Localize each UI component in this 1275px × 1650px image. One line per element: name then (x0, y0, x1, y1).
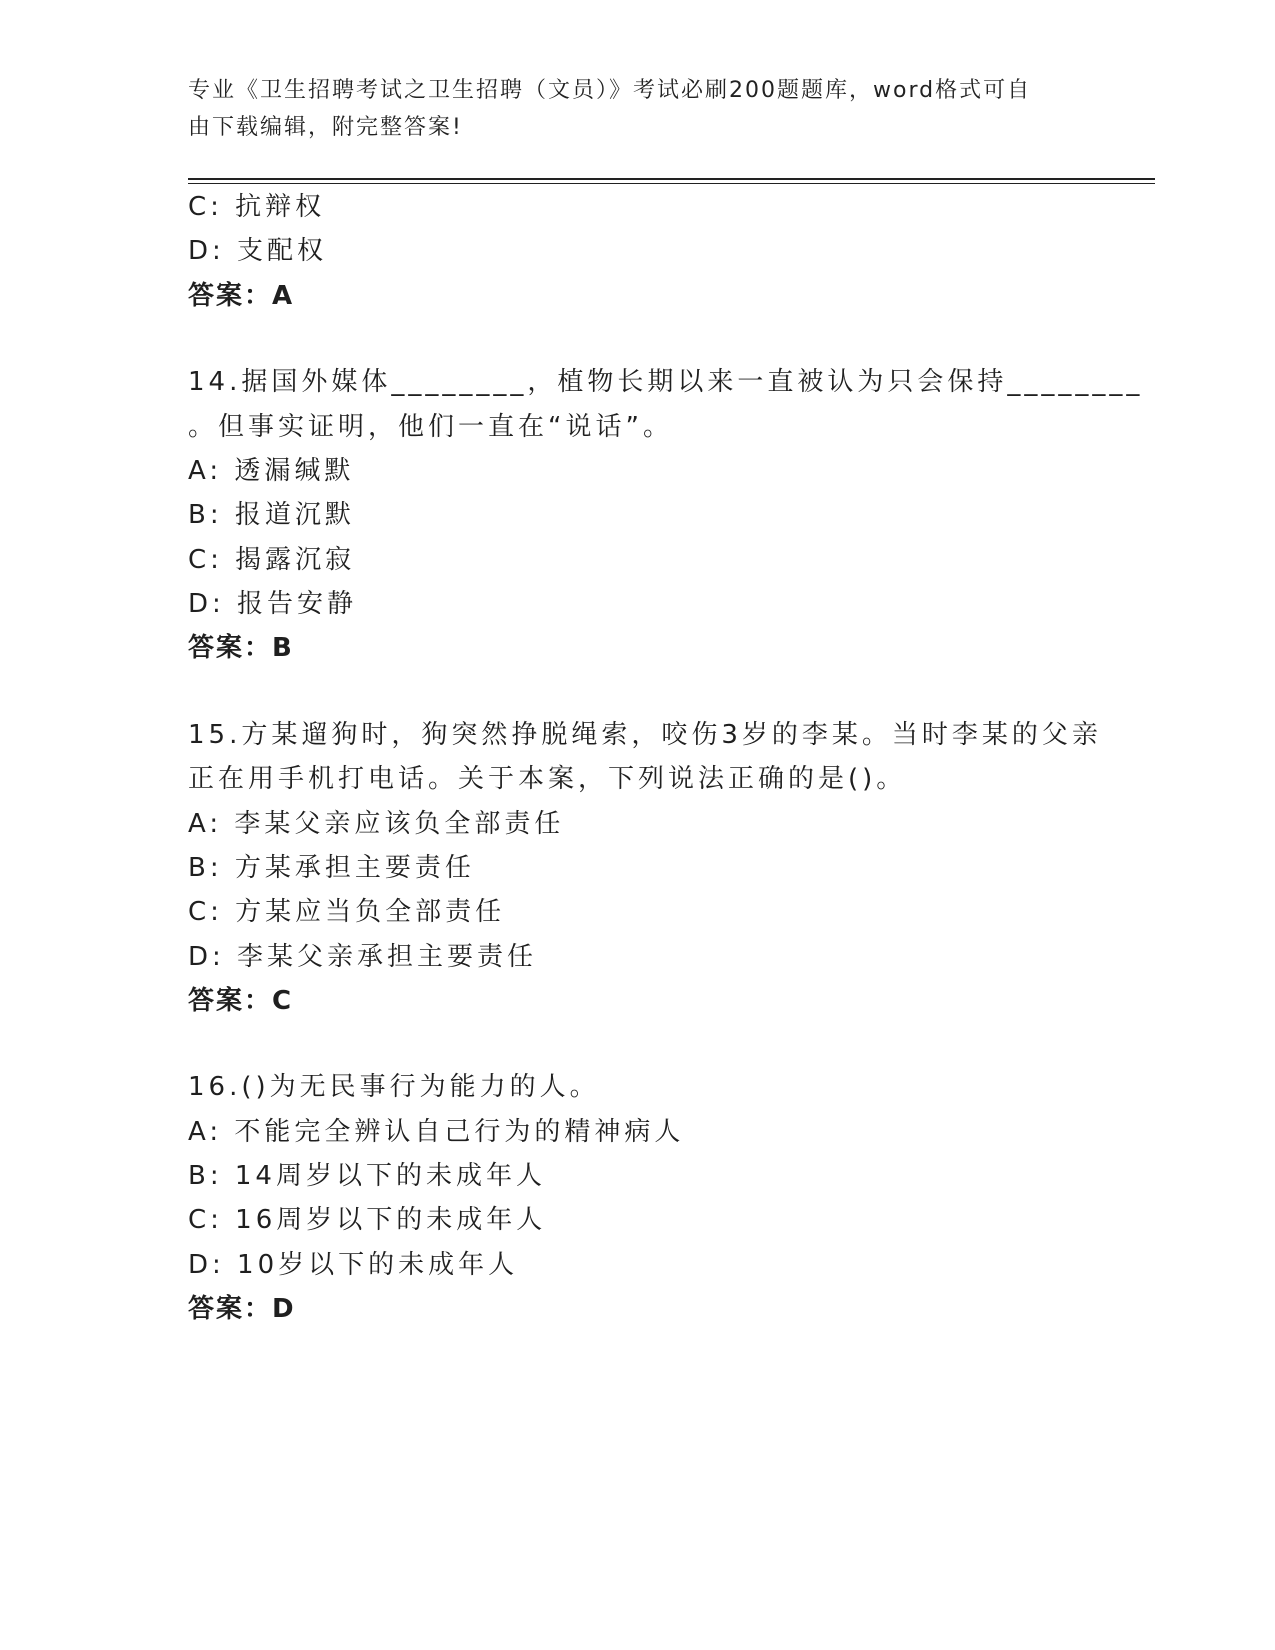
header-rule-thick (188, 178, 1155, 180)
option-a: A: 不能完全辨认自己行为的精神病人 (188, 1117, 685, 1147)
answer-line: 答案：C (188, 986, 294, 1016)
header-line-2: 由下载编辑，附完整答案! (188, 115, 463, 140)
header-rule-thin (188, 183, 1155, 184)
answer-line: 答案：D (188, 1294, 296, 1324)
option-b: B: 14周岁以下的未成年人 (188, 1161, 546, 1191)
option-c: C: 抗辩权 (188, 192, 326, 222)
question-stem-line-1: 16.()为无民事行为能力的人。 (188, 1072, 600, 1102)
option-d: D: 报告安静 (188, 589, 358, 619)
document-header (188, 72, 1088, 146)
option-d: D: 10岁以下的未成年人 (188, 1250, 519, 1280)
option-b: B: 方某承担主要责任 (188, 853, 475, 883)
option-d: D: 李某父亲承担主要责任 (188, 942, 538, 972)
option-a: A: 李某父亲应该负全部责任 (188, 809, 565, 839)
answer-line: 答案：A (188, 281, 295, 311)
question-stem-line-1: 15.方某遛狗时，狗突然挣脱绳索，咬伤3岁的李某。当时李某的父亲 (188, 720, 1102, 750)
option-c: C: 16周岁以下的未成年人 (188, 1205, 547, 1235)
option-b: B: 报道沉默 (188, 500, 355, 530)
header-line-1: 专业《卫生招聘考试之卫生招聘（文员）》考试必刷200题题库，word格式可自 (188, 78, 1032, 103)
question-stem-line-1: 14.据国外媒体________，植物长期以来一直被认为只会保持________ (188, 367, 1144, 397)
question-stem-line-2: 。但事实证明，他们一直在“说话”。 (188, 412, 673, 442)
answer-line: 答案：B (188, 633, 294, 663)
option-a: A: 透漏缄默 (188, 456, 355, 486)
option-c: C: 方某应当负全部责任 (188, 897, 506, 927)
question-stem-line-2: 正在用手机打电话。关于本案，下列说法正确的是()。 (188, 764, 907, 794)
option-c: C: 揭露沉寂 (188, 545, 356, 575)
option-d: D: 支配权 (188, 236, 328, 266)
